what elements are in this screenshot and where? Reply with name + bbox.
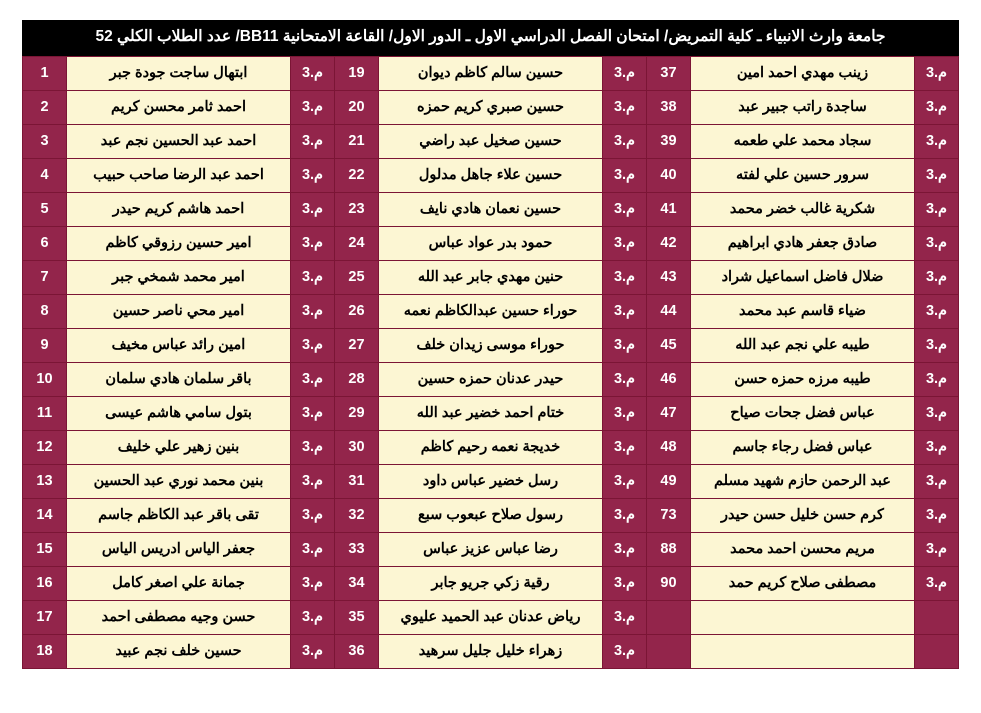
row-number: 43 [647,260,691,294]
student-name-empty [691,600,915,634]
student-name: باقر سلمان هادي سلمان [67,362,291,396]
row-number: 30 [335,430,379,464]
table-row [23,532,959,566]
student-name: كرم حسن خليل حسن حيدر [691,498,915,532]
table-row [23,328,959,362]
row-number: 33 [335,532,379,566]
student-name: عباس فضل رجاء جاسم [691,430,915,464]
row-number: 27 [335,328,379,362]
row-number: 26 [335,294,379,328]
grade-cell: م.3 [291,226,335,260]
table-row [23,158,959,192]
student-name: حسين صخيل عبد راضي [379,124,603,158]
student-name: امين رائد عباس مخيف [67,328,291,362]
row-number: 42 [647,226,691,260]
row-number: 45 [647,328,691,362]
student-name: سرور حسين علي لفته [691,158,915,192]
grade-cell: م.3 [603,328,647,362]
grade-cell-empty [915,634,959,668]
student-name: رقية زكي جريو جابر [379,566,603,600]
student-name: مصطفى صلاح كريم حمد [691,566,915,600]
grade-cell: م.3 [603,362,647,396]
row-number: 16 [23,566,67,600]
table-row [23,464,959,498]
row-number: 12 [23,430,67,464]
row-number: 73 [647,498,691,532]
student-name: ضياء قاسم عبد محمد [691,294,915,328]
student-name: احمد ثامر محسن كريم [67,90,291,124]
student-name: بنين محمد نوري عبد الحسين [67,464,291,498]
table-row [23,294,959,328]
row-number: 13 [23,464,67,498]
row-number: 20 [335,90,379,124]
student-name: احمد عبد الرضا صاحب حبيب [67,158,291,192]
student-name: بتول سامي هاشم عيسى [67,396,291,430]
grade-cell: م.3 [603,56,647,90]
row-number: 31 [335,464,379,498]
row-number: 24 [335,226,379,260]
student-name: رياض عدنان عبد الحميد عليوي [379,600,603,634]
student-name: سجاد محمد علي طعمه [691,124,915,158]
row-number: 88 [647,532,691,566]
table-row [23,600,959,634]
row-number: 37 [647,56,691,90]
row-number: 18 [23,634,67,668]
grade-cell: م.3 [915,566,959,600]
table-row [23,498,959,532]
grade-cell: م.3 [603,566,647,600]
grade-cell: م.3 [915,498,959,532]
student-name: عباس فضل جحات صياح [691,396,915,430]
student-name: حوراء موسى زيدان خلف [379,328,603,362]
row-number: 8 [23,294,67,328]
student-name: حنين مهدي جابر عبد الله [379,260,603,294]
grade-cell: م.3 [291,56,335,90]
grade-cell: م.3 [603,226,647,260]
row-number: 49 [647,464,691,498]
grade-cell: م.3 [291,328,335,362]
student-name: جعفر الياس ادريس الياس [67,532,291,566]
grade-cell: م.3 [291,124,335,158]
row-number: 44 [647,294,691,328]
grade-cell: م.3 [915,226,959,260]
row-number: 35 [335,600,379,634]
student-name: تقى باقر عبد الكاظم جاسم [67,498,291,532]
row-number: 5 [23,192,67,226]
student-name: جمانة علي اصغر كامل [67,566,291,600]
grade-cell: م.3 [291,634,335,668]
row-number: 14 [23,498,67,532]
page-title: جامعة وارث الانبياء ـ كلية التمريض/ امتحان الفصل الدراسي الاول ـ الدور الاول/ القاعة الامتحانية BB11/ عدد الطلاب الكلي 52 [22,20,959,56]
grade-cell: م.3 [603,464,647,498]
student-name-empty [691,634,915,668]
student-name: احمد عبد الحسين نجم عبد [67,124,291,158]
student-name: ابتهال ساجت جودة جبر [67,56,291,90]
student-name: حوراء حسين عبدالكاظم نعمه [379,294,603,328]
student-name: رضا عباس عزيز عباس [379,532,603,566]
grade-cell: م.3 [291,396,335,430]
grade-cell: م.3 [291,430,335,464]
student-name: طيبه مرزه حمزه حسن [691,362,915,396]
student-name: صادق جعفر هادي ابراهيم [691,226,915,260]
grade-cell: م.3 [603,532,647,566]
grade-cell: م.3 [291,566,335,600]
grade-cell: م.3 [291,192,335,226]
grade-cell: م.3 [915,294,959,328]
row-number: 90 [647,566,691,600]
grade-cell: م.3 [291,464,335,498]
grade-cell: م.3 [291,600,335,634]
row-number: 48 [647,430,691,464]
student-name: احمد هاشم كريم حيدر [67,192,291,226]
row-number: 15 [23,532,67,566]
row-number: 7 [23,260,67,294]
table-row [23,634,959,668]
row-number: 10 [23,362,67,396]
student-name: حسين صبري كريم حمزه [379,90,603,124]
student-name: حسن وجيه مصطفى احمد [67,600,291,634]
row-number-empty [647,600,691,634]
student-roster-table [22,56,959,669]
row-number: 28 [335,362,379,396]
table-row [23,226,959,260]
student-name: ضلال فاضل اسماعيل شراد [691,260,915,294]
grade-cell-empty [915,600,959,634]
row-number: 32 [335,498,379,532]
student-name: حمود بدر عواد عباس [379,226,603,260]
student-name: رسل خضير عباس داود [379,464,603,498]
student-name: حسين علاء جاهل مدلول [379,158,603,192]
student-name: امير محمد شمخي جبر [67,260,291,294]
grade-cell: م.3 [915,90,959,124]
grade-cell: م.3 [603,396,647,430]
grade-cell: م.3 [603,124,647,158]
table-row [23,56,959,90]
grade-cell: م.3 [915,56,959,90]
student-name: ساجدة راتب جبير عبد [691,90,915,124]
grade-cell: م.3 [291,362,335,396]
row-number: 19 [335,56,379,90]
table-row [23,396,959,430]
student-name: حسين خلف نجم عبيد [67,634,291,668]
row-number: 23 [335,192,379,226]
grade-cell: م.3 [915,124,959,158]
roster-body [23,56,959,668]
row-number: 1 [23,56,67,90]
grade-cell: م.3 [915,328,959,362]
row-number: 46 [647,362,691,396]
row-number: 38 [647,90,691,124]
grade-cell: م.3 [291,158,335,192]
table-row [23,192,959,226]
table-row [23,124,959,158]
row-number: 34 [335,566,379,600]
grade-cell: م.3 [915,430,959,464]
grade-cell: م.3 [915,192,959,226]
grade-cell: م.3 [915,532,959,566]
grade-cell: م.3 [915,260,959,294]
student-name: خديجة نعمه رحيم كاظم [379,430,603,464]
student-name: بنين زهير علي خليف [67,430,291,464]
student-name: ختام احمد خضير عبد الله [379,396,603,430]
grade-cell: م.3 [603,192,647,226]
table-row [23,430,959,464]
row-number: 6 [23,226,67,260]
grade-cell: م.3 [603,430,647,464]
student-name: شكرية غالب خضر محمد [691,192,915,226]
grade-cell: م.3 [603,260,647,294]
row-number: 40 [647,158,691,192]
student-name: زينب مهدي احمد امين [691,56,915,90]
grade-cell: م.3 [291,90,335,124]
student-name: امير حسين رزوقي كاظم [67,226,291,260]
grade-cell: م.3 [291,294,335,328]
row-number: 22 [335,158,379,192]
student-name: زهراء خليل جليل سرهيد [379,634,603,668]
grade-cell: م.3 [291,260,335,294]
row-number: 41 [647,192,691,226]
student-name: حسين نعمان هادي نايف [379,192,603,226]
row-number: 39 [647,124,691,158]
row-number: 47 [647,396,691,430]
grade-cell: م.3 [915,464,959,498]
grade-cell: م.3 [915,362,959,396]
student-name: امير محي ناصر حسين [67,294,291,328]
grade-cell: م.3 [291,498,335,532]
student-name: طيبه علي نجم عبد الله [691,328,915,362]
row-number: 29 [335,396,379,430]
row-number: 3 [23,124,67,158]
grade-cell: م.3 [603,90,647,124]
row-number: 11 [23,396,67,430]
student-name: مريم محسن احمد محمد [691,532,915,566]
student-name: عبد الرحمن حازم شهيد مسلم [691,464,915,498]
table-row [23,566,959,600]
table-row [23,90,959,124]
grade-cell: م.3 [603,158,647,192]
grade-cell: م.3 [915,396,959,430]
row-number: 4 [23,158,67,192]
grade-cell: م.3 [915,158,959,192]
grade-cell: م.3 [603,600,647,634]
student-name: حسين سالم كاظم ديوان [379,56,603,90]
table-row [23,362,959,396]
row-number: 9 [23,328,67,362]
student-name: حيدر عدنان حمزه حسين [379,362,603,396]
row-number-empty [647,634,691,668]
row-number: 21 [335,124,379,158]
row-number: 2 [23,90,67,124]
grade-cell: م.3 [603,634,647,668]
row-number: 36 [335,634,379,668]
student-name: رسول صلاح عبعوب سبع [379,498,603,532]
row-number: 25 [335,260,379,294]
grade-cell: م.3 [291,532,335,566]
table-row [23,260,959,294]
row-number: 17 [23,600,67,634]
grade-cell: م.3 [603,294,647,328]
grade-cell: م.3 [603,498,647,532]
